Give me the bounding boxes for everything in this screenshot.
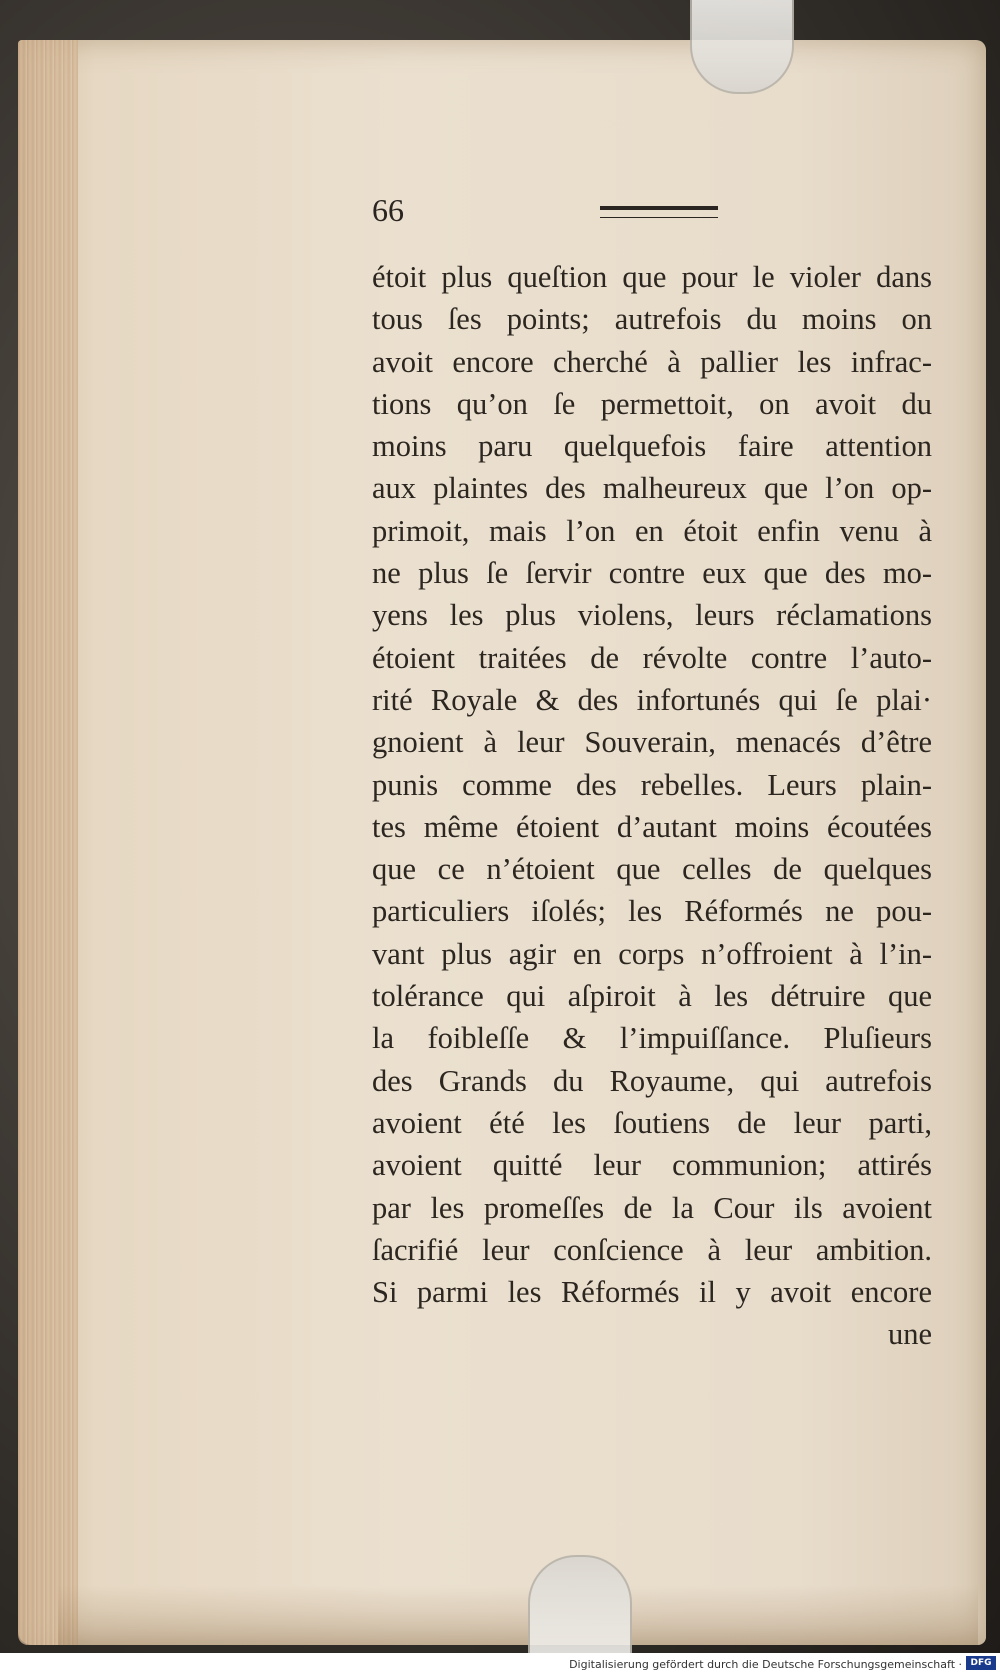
text-line: tolérance qui aſpiroit à les détruire que [372, 979, 932, 1014]
page-clip-bottom [528, 1555, 632, 1657]
text-line: étoient traitées de révolte contre l’auto- [372, 640, 932, 675]
text-line: punis comme des rebelles. Leurs plain- [372, 767, 932, 802]
text-line: rité Royale & des infortunés qui ſe plai· [372, 682, 932, 717]
text-line: la foibleſſe & l’impuiſſance. Pluſieurs [372, 1021, 932, 1056]
text-line: Si parmi les Réformés il y avoit encore [372, 1275, 932, 1310]
text-line: yens les plus violens, leurs réclamations [372, 598, 932, 633]
digitization-credit: Digitalisierung gefördert durch die Deutsche Forschungsgemeinschaft · [569, 1658, 962, 1671]
text-line: tes même étoient d’autant moins écoutées [372, 809, 932, 844]
text-line: aux plaintes des malheureux que l’on op- [372, 471, 932, 506]
text-line: ne plus ſe ſervir contre eux que des mo- [372, 556, 932, 591]
text-line: tous ſes points; autrefois du moins on [372, 302, 932, 337]
catchword: une [887, 1317, 932, 1352]
body-text [372, 256, 932, 1356]
text-line: gnoient à leur Souverain, menacés d’être [372, 725, 932, 760]
text-line: moins paru quelquefois faire attention [372, 429, 932, 464]
header-rule [600, 206, 718, 218]
page-bottom-edge [58, 1585, 978, 1645]
dfg-logo: DFG [966, 1656, 996, 1670]
text-line: ſacrifié leur conſcience à leur ambition. [372, 1232, 932, 1267]
text-line: des Grands du Royaume, qui autrefois [372, 1063, 932, 1098]
text-line: primoit, mais l’on en étoit enfin venu à [372, 513, 932, 548]
page-edge [18, 40, 78, 1645]
text-line: avoient quitté leur communion; attirés [372, 1148, 932, 1183]
page-clip-top [690, 0, 794, 94]
text-line: vant plus agir en corps n’offroient à l’in- [372, 936, 932, 971]
text-line: particuliers iſolés; les Réformés ne pou- [372, 894, 932, 929]
text-line: avoit encore cherché à pallier les infrac- [372, 344, 932, 379]
page-number: 66 [372, 192, 404, 228]
text-line: par les promeſſes de la Cour ils avoient [372, 1190, 932, 1225]
text-line: avoient été les ſoutiens de leur parti, [372, 1105, 932, 1140]
text-line: étoit plus queſtion que pour le violer dans [372, 260, 932, 294]
text-line: tions qu’on ſe permettoit, on avoit du [372, 386, 932, 421]
text-line: que ce n’étoient que celles de quelques [372, 852, 932, 887]
